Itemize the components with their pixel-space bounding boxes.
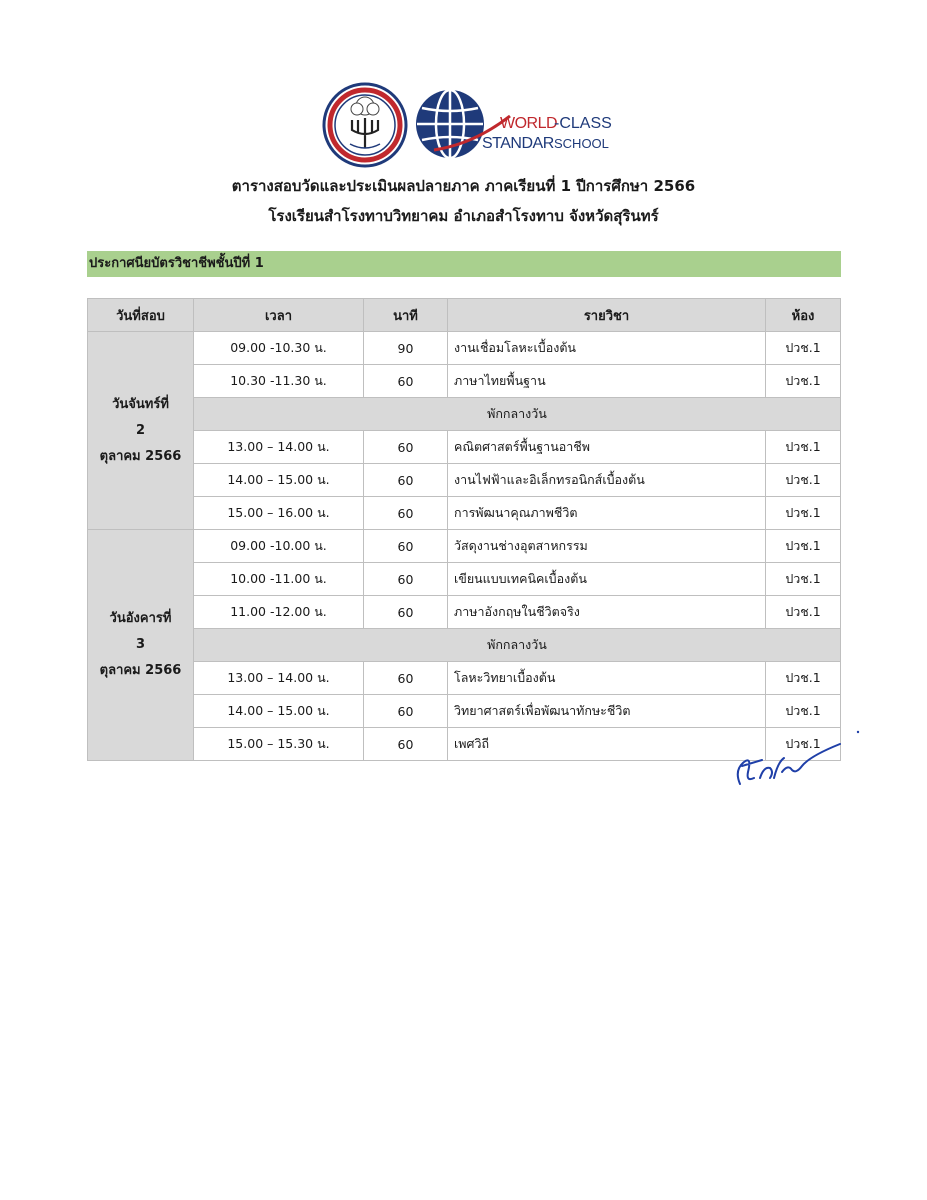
- time-cell: 09.00 -10.00 น.: [194, 530, 364, 563]
- header-logos: [322, 82, 632, 168]
- room-cell: ปวช.1: [766, 365, 841, 398]
- header-time: เวลา: [194, 299, 364, 332]
- table-row: [88, 728, 841, 761]
- break-row: [88, 398, 841, 431]
- subject-cell: งานไฟฟ้าและอิเล็กทรอนิกส์เบื้องต้น: [448, 464, 766, 497]
- room-cell: ปวช.1: [766, 497, 841, 530]
- subject-cell: คณิตศาสตร์พื้นฐานอาชีพ: [448, 431, 766, 464]
- day-name: วันจันทร์ที่: [112, 396, 169, 412]
- subject-cell: วิทยาศาสตร์เพื่อพัฒนาทักษะชีวิต: [448, 695, 766, 728]
- header-room: ห้อง: [766, 299, 841, 332]
- page-title: ตารางสอบวัดและประเมินผลปลายภาค ภาคเรียนที่ 1 ปีการศึกษา 2566: [231, 177, 696, 195]
- lunch-break-label: พักกลางวัน: [194, 629, 841, 662]
- minutes-cell: 60: [364, 365, 448, 398]
- lunch-break-label: พักกลางวัน: [194, 398, 841, 431]
- table-row: [88, 431, 841, 464]
- minutes-cell: 90: [364, 332, 448, 365]
- subject-cell: งานเชื่อมโลหะเบื้องต้น: [448, 332, 766, 365]
- table-row: [88, 530, 841, 563]
- minutes-cell: 60: [364, 464, 448, 497]
- minutes-cell: 60: [364, 695, 448, 728]
- table-row: [88, 695, 841, 728]
- room-cell: ปวช.1: [766, 464, 841, 497]
- minutes-cell: 60: [364, 530, 448, 563]
- subject-cell: ภาษาอังกฤษในชีวิตจริง: [448, 596, 766, 629]
- day-month-year: ตุลาคม 2566: [99, 663, 182, 678]
- minutes-cell: 60: [364, 596, 448, 629]
- logo-text: WORLD: [500, 115, 558, 132]
- time-cell: 14.00 – 15.00 น.: [194, 464, 364, 497]
- room-cell: ปวช.1: [766, 695, 841, 728]
- subject-cell: ภาษาไทยพื้นฐาน: [448, 365, 766, 398]
- table-row: [88, 596, 841, 629]
- room-cell: ปวช.1: [766, 563, 841, 596]
- table-row: [88, 365, 841, 398]
- day-number: 2: [135, 422, 146, 438]
- exam-schedule-table: [87, 298, 841, 761]
- svg-text:STANDAR: STANDAR: [482, 135, 554, 152]
- minutes-cell: 60: [364, 431, 448, 464]
- table-row: [88, 497, 841, 530]
- time-cell: 09.00 -10.30 น.: [194, 332, 364, 365]
- minutes-cell: 60: [364, 563, 448, 596]
- time-cell: 14.00 – 15.00 น.: [194, 695, 364, 728]
- svg-text:SCHOOL: SCHOOL: [554, 136, 609, 151]
- subject-cell: โลหะวิทยาเบื้องต้น: [448, 662, 766, 695]
- day-name: วันอังคารที่: [109, 611, 172, 626]
- time-cell: 10.30 -11.30 น.: [194, 365, 364, 398]
- room-cell: ปวช.1: [766, 596, 841, 629]
- table-row: [88, 464, 841, 497]
- subject-cell: เขียนแบบเทคนิคเบื้องต้น: [448, 563, 766, 596]
- school-name: โรงเรียนสำโรงทาบวิทยาคม อำเภอสำโรงทาบ จังหวัดสุรินทร์: [268, 207, 659, 225]
- room-cell: ปวช.1: [766, 332, 841, 365]
- world-class-logo: [414, 86, 626, 164]
- time-cell: 13.00 – 14.00 น.: [194, 662, 364, 695]
- svg-text:-CLASS: -CLASS: [554, 115, 612, 132]
- subject-cell: วัสดุงานช่างอุตสาหกรรม: [448, 530, 766, 563]
- header-day: วันที่สอบ: [88, 299, 194, 332]
- school-seal-logo: [322, 82, 408, 168]
- header-subject: รายวิชา: [448, 299, 766, 332]
- time-cell: 11.00 -12.00 น.: [194, 596, 364, 629]
- day-month-year: ตุลาคม 2566: [99, 448, 182, 464]
- minutes-cell: 60: [364, 497, 448, 530]
- header-minutes: นาที: [364, 299, 448, 332]
- table-header-row: [88, 299, 841, 332]
- time-cell: 10.00 -11.00 น.: [194, 563, 364, 596]
- room-cell: ปวช.1: [766, 431, 841, 464]
- day-cell-tuesday: [88, 530, 194, 761]
- table-row: [88, 662, 841, 695]
- minutes-cell: 60: [364, 728, 448, 761]
- room-cell: ปวช.1: [766, 728, 841, 761]
- day-cell-monday: [88, 332, 194, 530]
- time-cell: 15.00 – 15.30 น.: [194, 728, 364, 761]
- subject-cell: เพศวิถี: [448, 728, 766, 761]
- break-row: [88, 629, 841, 662]
- table-row: [88, 332, 841, 365]
- table-row: [88, 563, 841, 596]
- section-banner: ประกาศนียบัตรวิชาชีพชั้นปีที่ 1: [87, 251, 841, 277]
- time-cell: 13.00 – 14.00 น.: [194, 431, 364, 464]
- minutes-cell: 60: [364, 662, 448, 695]
- room-cell: ปวช.1: [766, 662, 841, 695]
- time-cell: 15.00 – 16.00 น.: [194, 497, 364, 530]
- signature: [730, 722, 870, 792]
- day-number: 3: [135, 637, 146, 652]
- room-cell: ปวช.1: [766, 530, 841, 563]
- subject-cell: การพัฒนาคุณภาพชีวิต: [448, 497, 766, 530]
